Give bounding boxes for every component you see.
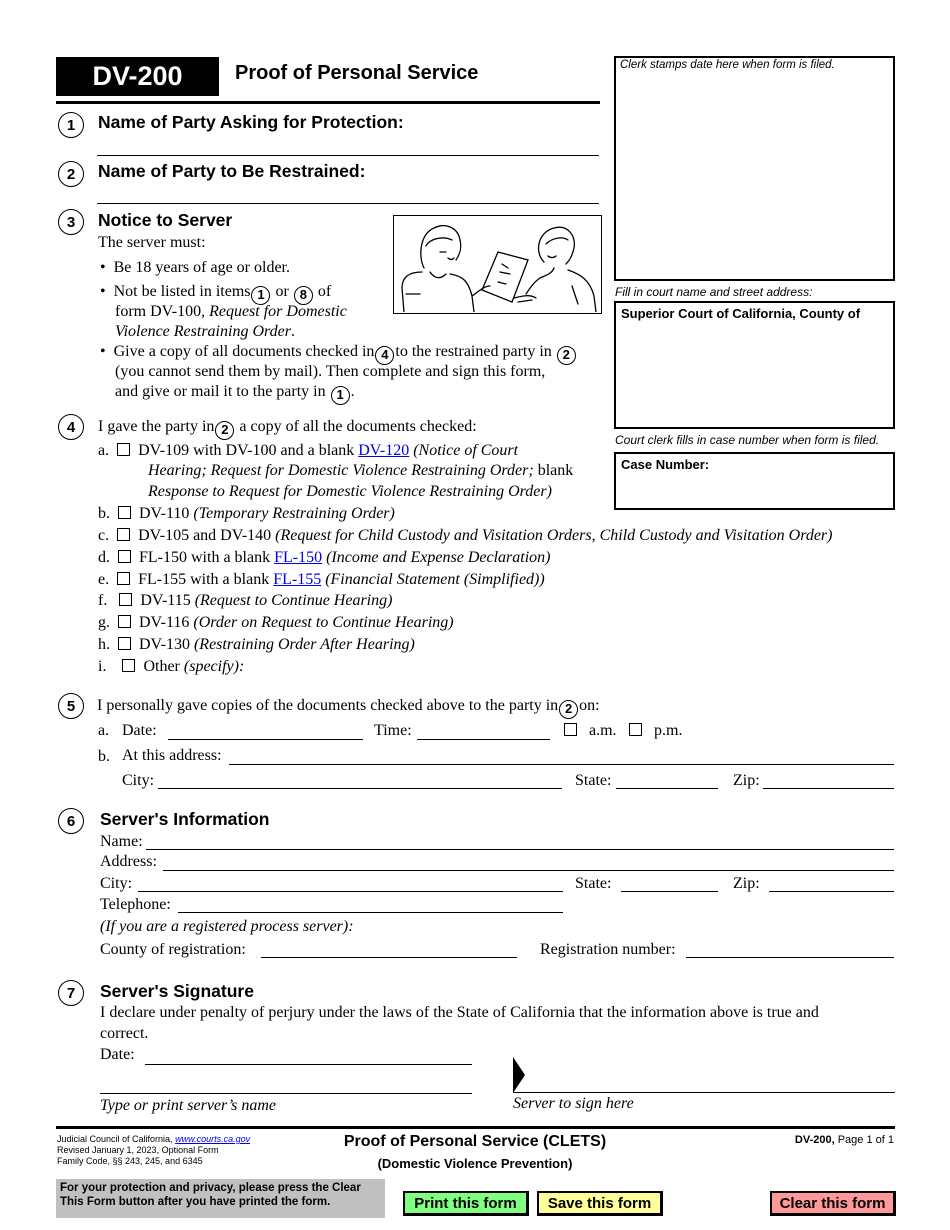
doc-letter: e. [98, 571, 110, 588]
doc-e-checkbox[interactable] [117, 572, 130, 585]
service-date-label: Date: [122, 722, 157, 739]
ref-item-1: 1 [251, 286, 270, 305]
doc-c-checkbox[interactable] [117, 528, 130, 541]
pm-option [629, 721, 682, 741]
bullet-2-title-1: Request for Domestic [209, 303, 347, 320]
doc-text: DV-130 [139, 636, 190, 653]
item-5b-letter: b. [98, 748, 110, 765]
doc-item-a-line-2 [148, 461, 573, 481]
county-registration-input[interactable] [261, 957, 517, 958]
ref-item-2: 2 [557, 346, 576, 365]
bullet-3-text: Give a copy of all documents checked in [113, 343, 375, 360]
service-zip-input[interactable] [763, 788, 894, 789]
printed-name-caption: Type or print server’s name [100, 1097, 276, 1114]
server-handing-papers-icon [394, 216, 600, 312]
signature-date-input[interactable] [145, 1064, 472, 1065]
page-indicator [740, 1134, 894, 1146]
privacy-notice [56, 1179, 385, 1218]
item-4-intro-b: a copy of all the documents checked: [239, 418, 477, 435]
clerk-stamp-label: Clerk stamps date here when form is filed. [620, 59, 835, 71]
privacy-line-2: This Form button after you have printed the form. [60, 1196, 331, 1208]
doc-item-c [98, 526, 832, 546]
doc-text: DV-109 with DV-100 and a blank [138, 442, 355, 459]
bullet-2-of: of [317, 283, 332, 300]
server-signature-input[interactable] [513, 1092, 895, 1093]
doc-desc-2: Hearing; Request for Domestic Violence Restraining Order; [148, 462, 534, 479]
item-3-bullet-3: • Give a copy of all documents checked in 4 to the restrained party in 2 [100, 342, 577, 365]
doc-desc: (Temporary Restraining Order) [193, 505, 395, 522]
doc-b-checkbox[interactable] [118, 506, 131, 519]
item-1-number: 1 [58, 112, 84, 138]
service-time-input[interactable] [417, 739, 550, 740]
server-telephone-label: Telephone: [100, 896, 171, 913]
server-state-input[interactable] [621, 891, 718, 892]
am-label: a.m. [589, 722, 617, 739]
doc-a-checkbox[interactable] [117, 443, 130, 456]
doc-desc: (Order on Request to Continue Hearing) [193, 614, 454, 631]
bullet-2-or: or [275, 283, 289, 300]
doc-item-d [98, 548, 550, 568]
courts-website-link[interactable]: www.courts.ca.gov [175, 1134, 251, 1144]
item-3-intro: The server must: [98, 234, 206, 251]
registered-server-note: (If you are a registered process server): [100, 918, 354, 935]
server-name-input[interactable] [146, 849, 894, 850]
am-checkbox[interactable] [564, 723, 577, 736]
title-divider [56, 101, 600, 104]
item-2-number: 2 [58, 161, 84, 187]
server-printed-name-input[interactable] [100, 1093, 472, 1094]
doc-letter: c. [98, 527, 110, 544]
print-form-button[interactable]: Print this form [403, 1191, 529, 1216]
service-address-label: At this address: [122, 747, 222, 764]
registration-number-label: Registration number: [540, 941, 676, 958]
item-5-number: 5 [58, 693, 84, 719]
server-city-input[interactable] [138, 891, 563, 892]
doc-text: DV-115 [140, 592, 191, 609]
dv-120-link[interactable]: DV-120 [358, 442, 410, 459]
service-zip-label: Zip: [733, 772, 760, 789]
doc-letter: b. [98, 505, 110, 522]
pm-checkbox[interactable] [629, 723, 642, 736]
item-2-label: Name of Party to Be Restrained: [98, 161, 366, 181]
service-date-input[interactable] [168, 739, 363, 740]
doc-g-checkbox[interactable] [118, 615, 131, 628]
court-name-text: Superior Court of California, County of [621, 306, 861, 321]
service-city-label: City: [122, 772, 155, 789]
fl-155-link[interactable]: FL-155 [273, 571, 322, 588]
declaration-line-1: I declare under penalty of perjury under the laws of the State of California that the information above is true and [100, 1004, 819, 1021]
item-5a-letter: a. [98, 722, 110, 739]
doc-desc: (Restraining Order After Hearing) [193, 636, 415, 653]
ref-item-2: 2 [559, 700, 578, 719]
service-city-input[interactable] [158, 788, 562, 789]
page-title: Proof of Personal Service [235, 62, 479, 84]
doc-desc: (specify): [183, 658, 245, 675]
item-3-bullet-2: • Not be listed in items 1 or 8 of [100, 282, 331, 305]
ref-item-1b: 1 [331, 386, 350, 405]
signature-date-label: Date: [100, 1046, 135, 1063]
doc-item-i [98, 657, 244, 677]
doc-letter: h. [98, 636, 110, 653]
doc-text: FL-150 with a blank [139, 549, 271, 566]
service-time-label: Time: [374, 722, 412, 739]
case-number-label: Case Number: [621, 457, 710, 472]
doc-item-f [98, 591, 392, 611]
service-address-input[interactable] [229, 764, 894, 765]
declaration-line-2: correct. [100, 1025, 149, 1042]
ref-item-8: 8 [294, 286, 313, 305]
save-form-button[interactable]: Save this form [537, 1191, 663, 1216]
doc-item-a-line-3: Response to Request for Domestic Violence Restraining Order) [148, 483, 552, 500]
doc-item-e [98, 570, 545, 590]
clear-form-button[interactable]: Clear this form [770, 1191, 896, 1216]
doc-desc: (Request for Child Custody and Visitation Orders, Child Custody and Visitation Order) [275, 527, 833, 544]
doc-letter: i. [98, 658, 107, 675]
item-1-label: Name of Party Asking for Protection: [98, 112, 404, 132]
footer-title: Proof of Personal Service (CLETS) [343, 1133, 607, 1150]
doc-letter: d. [98, 549, 110, 566]
item-5-intro [97, 696, 600, 719]
item-4-intro [98, 417, 477, 440]
privacy-line-1: For your protection and privacy, please press the Clear [60, 1182, 361, 1194]
item-6-title: Server's Information [100, 809, 270, 829]
doc-item-a [98, 441, 518, 461]
server-zip-input[interactable] [769, 891, 894, 892]
item-6-number: 6 [58, 808, 84, 834]
footer-citation [57, 1134, 250, 1167]
doc-d-checkbox[interactable] [118, 550, 131, 563]
item-3-number: 3 [58, 209, 84, 235]
item-1-input[interactable] [97, 155, 599, 156]
item-3-bullet-2-line-2 [115, 302, 347, 322]
item-3-title: Notice to Server [98, 210, 233, 230]
revised-date: Revised January 1, 2023, Optional Form [57, 1145, 219, 1155]
item-5-intro-a: I personally gave copies of the documents checked above to the party in [97, 697, 559, 714]
form-id: DV-200 [92, 61, 183, 91]
pm-label: p.m. [654, 722, 683, 739]
item-5-intro-b: on: [579, 697, 600, 714]
server-state-label: State: [575, 875, 612, 892]
doc-item-g [98, 613, 454, 633]
service-state-input[interactable] [616, 788, 718, 789]
county-registration-label: County of registration: [100, 941, 246, 958]
page-number: Page 1 of 1 [837, 1134, 894, 1146]
doc-text: Other [143, 658, 180, 675]
item-7-title: Server's Signature [100, 981, 254, 1001]
doc-desc-2-plain: blank [537, 462, 574, 479]
footer-subtitle: (Domestic Violence Prevention) [377, 1156, 573, 1171]
doc-f-checkbox[interactable] [119, 593, 132, 606]
bullet-2-text: Not be listed in items [113, 283, 251, 300]
court-name-label: Fill in court name and street address: [615, 285, 813, 299]
item-2-input[interactable] [97, 203, 599, 204]
doc-text: DV-116 [139, 614, 190, 631]
bullet-2-title-2: Violence Restraining Order [115, 323, 291, 340]
item-3-bullet-3-line-2: (you cannot send them by mail). Then complete and sign this form, [115, 363, 546, 380]
doc-desc: (Income and Expense Declaration) [326, 549, 551, 566]
form-id-badge [56, 57, 219, 96]
bullet-3-text-d: and give or mail it to the party in [115, 383, 326, 400]
doc-h-checkbox[interactable] [118, 637, 131, 650]
doc-text: DV-105 and DV-140 [138, 527, 272, 544]
doc-text: FL-155 with a blank [138, 571, 270, 588]
ref-item-2: 2 [215, 421, 234, 440]
family-code-ref: Family Code, §§ 243, 245, and 6345 [57, 1156, 203, 1166]
signature-caption: Server to sign here [513, 1095, 634, 1112]
doc-text: DV-110 [139, 505, 190, 522]
case-number-caption: Court clerk fills in case number when form is filed. [615, 433, 880, 447]
bullet-3-text-b: to the restrained party in [395, 343, 552, 360]
server-name-label: Name: [100, 833, 143, 850]
registration-number-input[interactable] [686, 957, 894, 958]
court-name-box[interactable] [614, 301, 895, 429]
server-zip-label: Zip: [733, 875, 760, 892]
case-number-box[interactable] [614, 452, 895, 510]
doc-desc: (Request to Continue Hearing) [194, 592, 393, 609]
clerk-stamp-box [614, 56, 895, 281]
bullet-2-form: form DV-100, [115, 303, 206, 320]
server-telephone-input[interactable] [178, 912, 563, 913]
item-3-bullet-3-line-3: and give or mail it to the party in 1 . [115, 382, 355, 405]
server-city-label: City: [100, 875, 133, 892]
doc-letter: f. [98, 592, 108, 609]
doc-letter: g. [98, 614, 110, 631]
item-3-bullet-2-line-3: Violence Restraining Order. [115, 323, 295, 340]
doc-i-checkbox[interactable] [122, 659, 135, 672]
footer-form-ref: DV-200, [794, 1134, 835, 1146]
footer-divider [56, 1126, 895, 1129]
bullet-1-text: Be 18 years of age or older. [113, 259, 290, 276]
am-option [564, 721, 617, 741]
doc-item-h [98, 635, 415, 655]
item-4-intro-a: I gave the party in [98, 418, 215, 435]
ref-item-4: 4 [375, 346, 394, 365]
doc-desc: (Financial Statement (Simplified)) [325, 571, 545, 588]
footer-council-line [57, 1134, 250, 1145]
service-state-label: State: [575, 772, 612, 789]
item-4-number: 4 [58, 414, 84, 440]
fl-150-link[interactable]: FL-150 [274, 549, 323, 566]
doc-item-b [98, 504, 395, 524]
item-7-number: 7 [58, 980, 84, 1006]
council-text: Judicial Council of California, [57, 1134, 173, 1144]
sign-here-arrow-icon [513, 1057, 527, 1093]
item-3-bullet-1: • Be 18 years of age or older. [100, 259, 290, 276]
server-address-label: Address: [100, 853, 157, 870]
doc-letter: a. [98, 442, 110, 459]
server-illustration [393, 215, 602, 314]
server-address-input[interactable] [163, 870, 894, 871]
doc-desc: (Notice of Court [413, 442, 519, 459]
